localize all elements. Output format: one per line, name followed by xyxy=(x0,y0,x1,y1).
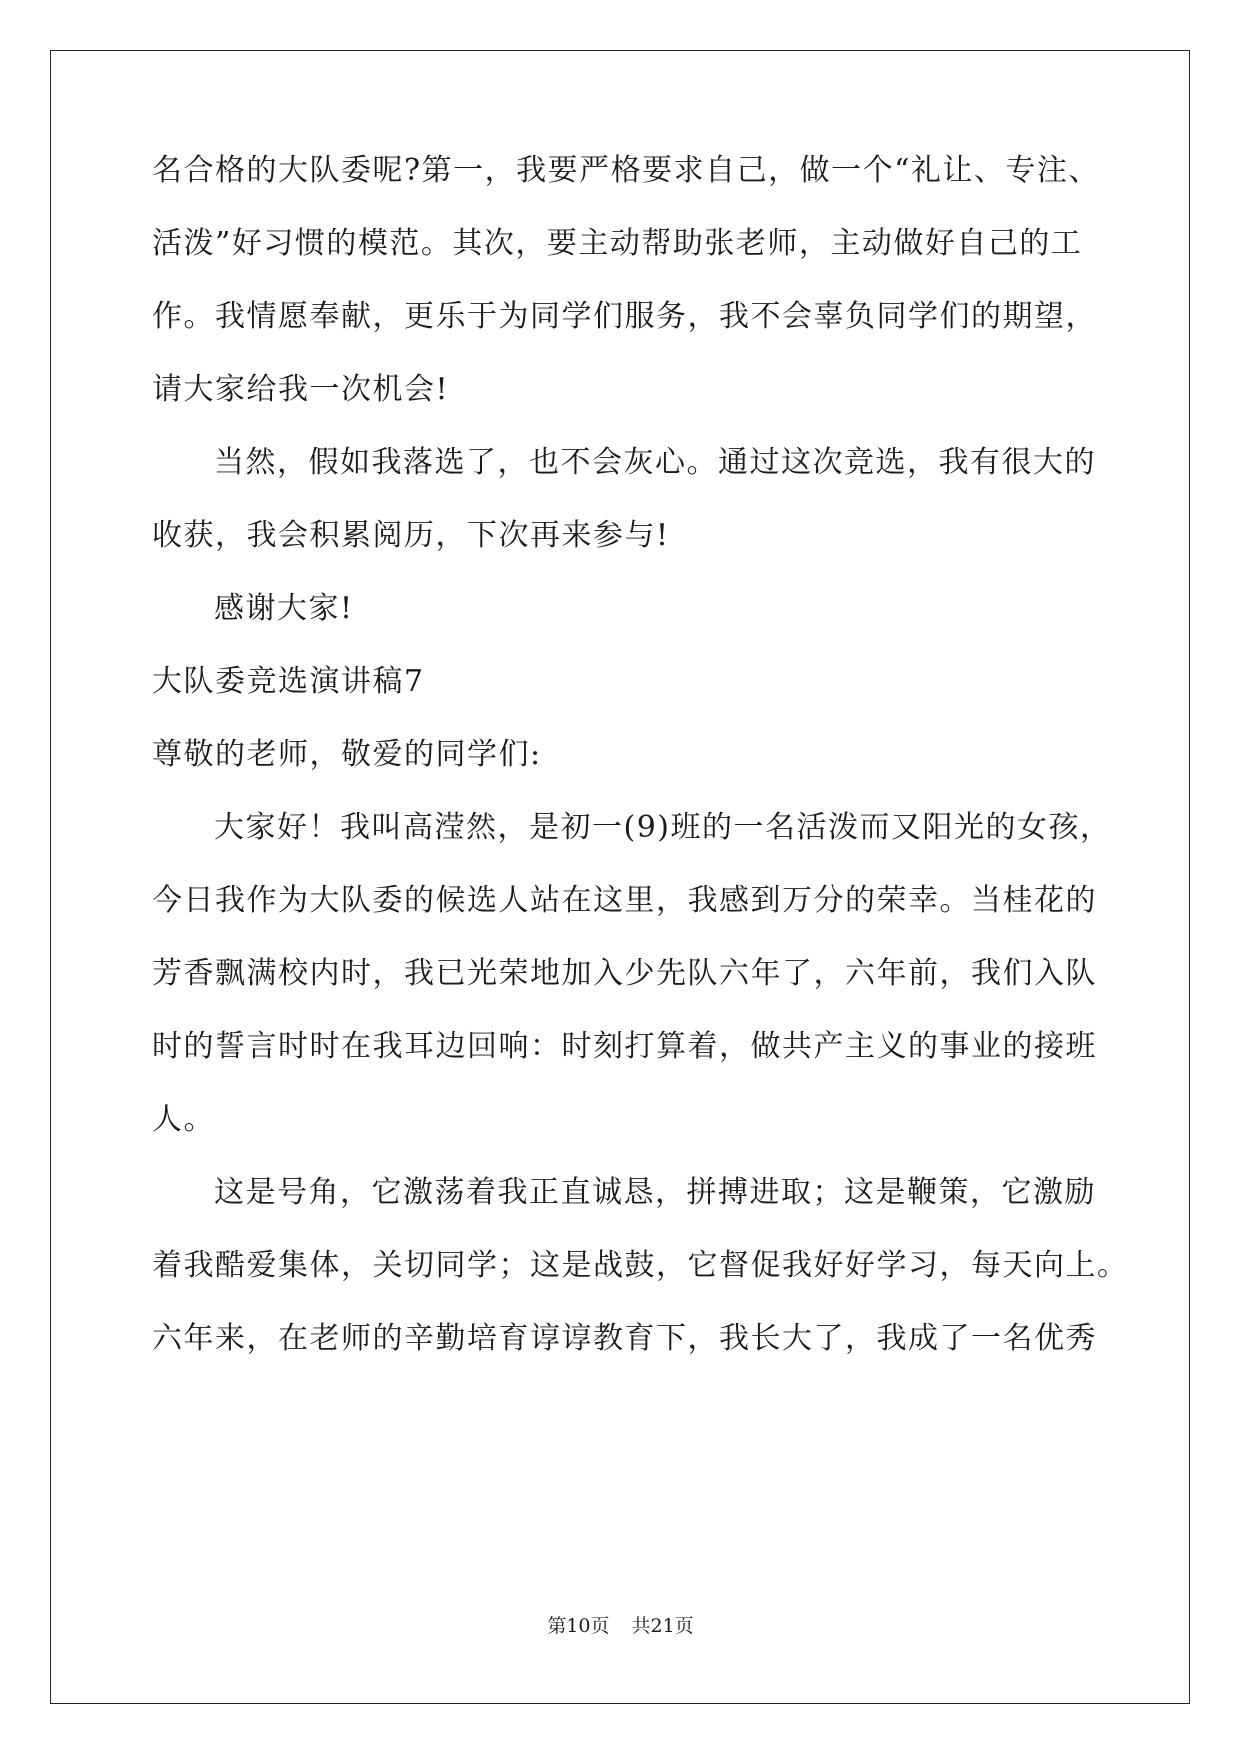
page-footer xyxy=(0,1614,1241,1638)
page-number: 第10页 xyxy=(547,1615,610,1637)
text-line: 六年来，在老师的辛勤培育谆谆教育下，我长大了，我成了一名优秀 xyxy=(152,1321,1097,1356)
text-line: 感谢大家! xyxy=(214,591,354,626)
salutation: 尊敬的老师，敬爱的同学们: xyxy=(152,737,542,772)
text-line: 人。 xyxy=(152,1102,215,1137)
text-line: 今日我作为大队委的候选人站在这里，我感到万分的荣幸。当桂花的 xyxy=(152,883,1097,918)
text-line: 这是号角，它激荡着我正直诚恳，拼搏进取；这是鞭策，它激励 xyxy=(214,1175,1096,1210)
text-line: 作。我情愿奉献，更乐于为同学们服务，我不会辜负同学们的期望， xyxy=(152,299,1097,334)
text-line: 活泼”好习惯的模范。其次，要主动帮助张老师，主动做好自己的工 xyxy=(152,226,1083,261)
text-line: 请大家给我一次机会! xyxy=(152,372,450,407)
section-heading: 大队委竞选演讲稿7 xyxy=(152,664,425,699)
text-line: 名合格的大队委呢?第一，我要严格要求自己，做一个“礼让、专注、 xyxy=(152,153,1100,188)
text-line: 芳香飘满校内时，我已光荣地加入少先队六年了，六年前，我们入队 xyxy=(152,956,1097,991)
text-line: 着我酷爱集体，关切同学；这是战鼓，它督促我好好学习，每天向上。 xyxy=(152,1248,1129,1283)
text-line: 大家好！我叫高滢然，是初一(9)班的一名活泼而又阳光的女孩， xyxy=(214,810,1112,845)
text-line: 时的誓言时时在我耳边回响：时刻打算着，做共产主义的事业的接班 xyxy=(152,1029,1097,1064)
text-line: 当然，假如我落选了，也不会灰心。通过这次竞选，我有很大的 xyxy=(214,445,1096,480)
text-line: 收获，我会积累阅历，下次再来参与! xyxy=(152,518,670,553)
page-total: 共21页 xyxy=(631,1615,694,1637)
